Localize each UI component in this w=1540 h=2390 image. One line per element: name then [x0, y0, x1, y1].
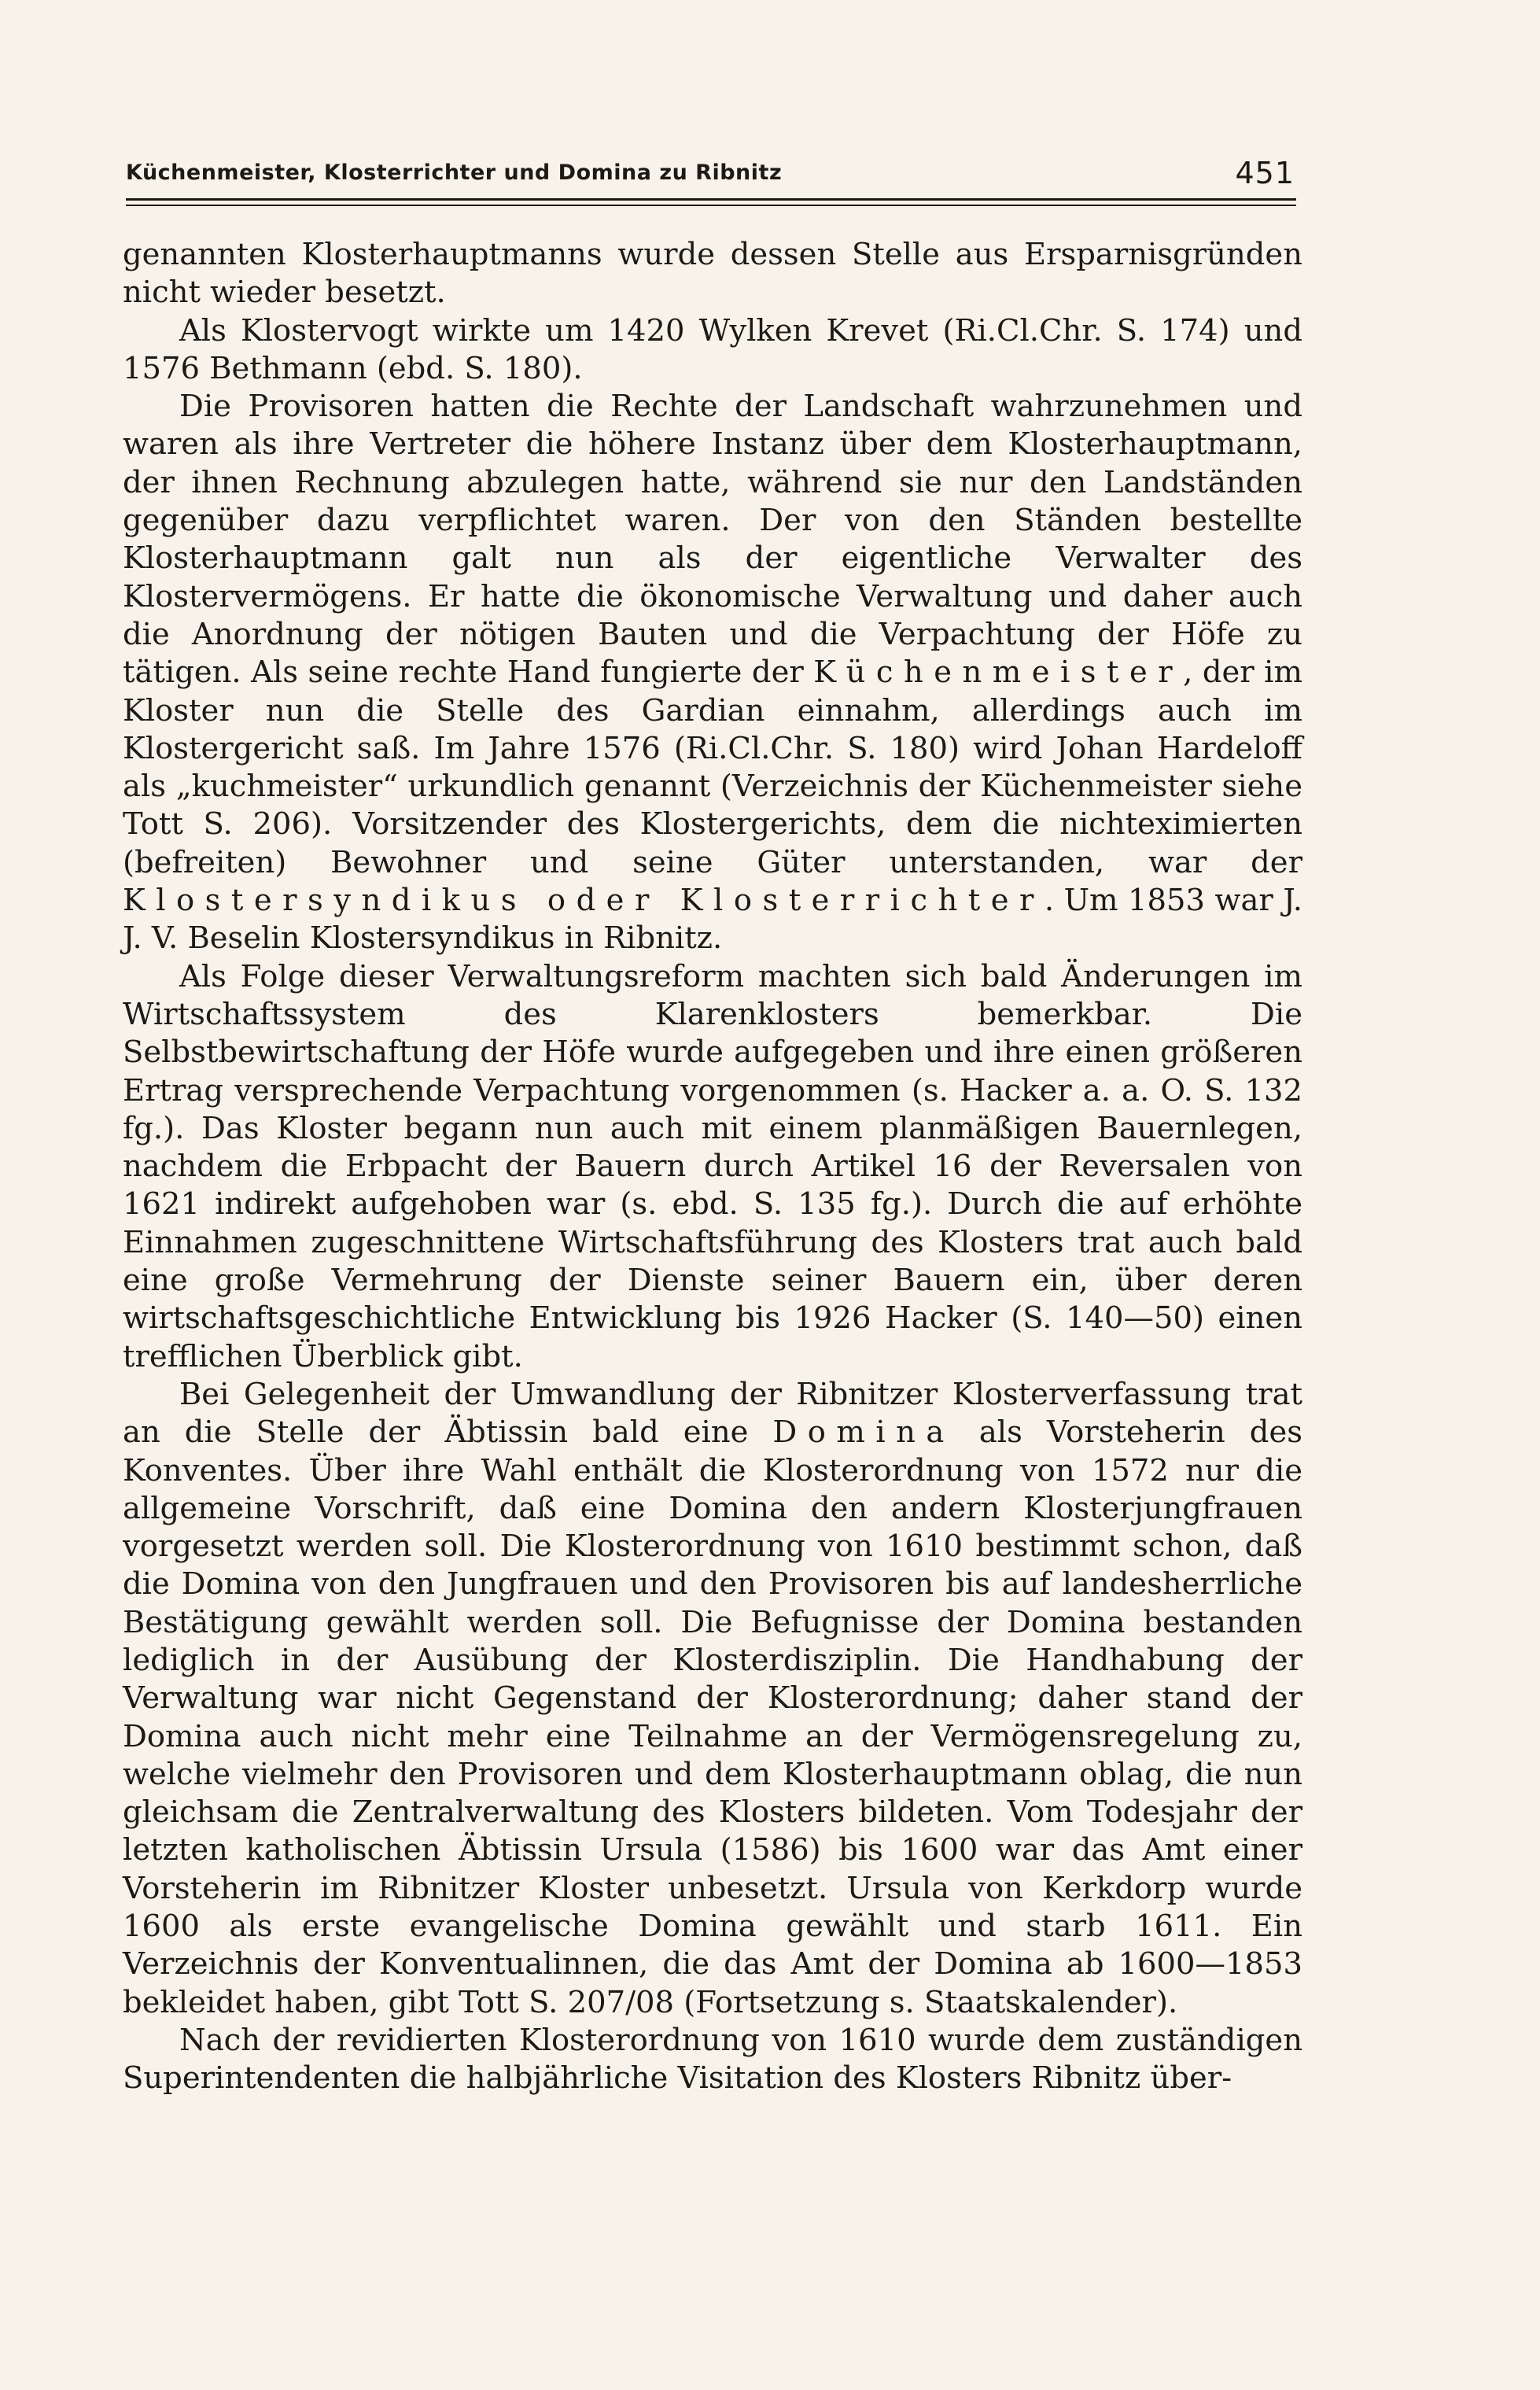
paragraph-text: Als Folge dieser Verwaltungsreform machten sich bald Änderungen im Wirtschaftssystem des Klarenklosters bemerkbar. Die Selbstbewirtschaftung der Höfe wurde aufgegeben und ihre einen größeren Ertrag versprechende Verpachtung vorgenommen (s. Hacker a. a. O. S. 132 fg.). Das Kloster begann nun auch mit einem planmäßigen Bauernlegen, nachdem die Erbpacht der Bauern durch Artikel 16 der Reversalen von 1621 indirekt aufgehoben war (s. ebd. S. 135 fg.). Durch die auf erhöhte Einnahmen zugeschnittene Wirtschaftsführung des Klosters trat auch bald eine große Vermehrung der Dienste seiner Bauern ein, über deren wirtschaftsgeschichtliche Entwicklung bis 1926 Hacker (S. 140—50) einen trefflichen Überblick gibt. — [123, 958, 1302, 1374]
paragraph-text: Bei Gelegenheit der Umwandlung der Ribnitzer Klosterverfassung trat an die Stelle der Äbtissin bald eine — [123, 1376, 1302, 1451]
paragraph-text: genannten Klosterhauptmanns wurde dessen Stelle aus Ersparnisgründen nicht wieder besetzt. — [123, 237, 1302, 311]
running-head: Küchenmeister, Klosterrichter und Domina zu Ribnitz — [126, 160, 783, 185]
header-rule — [126, 198, 1296, 201]
paragraph-6 — [123, 2022, 1302, 2098]
paragraph-text: als Vorsteherin des Konventes. Über ihre Wahl enthält die Klosterordnung von 1572 nur die allgemeine Vorschrift, daß eine Domina den andern Klosterjungfrauen vorgesetzt werden soll. Die Klosterordnung von 1610 bestimmt schon, daß die Domina von den Jungfrauen und den Provisoren bis auf landesherrliche Bestätigung gewählt werden soll. Die Befugnisse der Domina bestanden lediglich in der Ausübung der Klosterdisziplin. Die Handhabung der Verwaltung war nicht Gegenstand der Klosterordnung; daher stand der Domina auch nicht mehr eine Teilnahme an der Vermögensregelung zu, welche vielmehr den Provisoren und dem Klosterhauptmann oblag, die nun gleichsam die Zentralverwaltung des Klosters bildeten. Vom Todesjahr der letzten katholischen Äbtissin Ursula (1586) bis 1600 war das Amt einer Vorsteherin im Ribnitzer Kloster unbesetzt. Ursula von Kerkdorp wurde 1600 als erste evangelische Domina gewählt und starb 1611. Ein Verzeichnis der Konventualinnen, die das Amt der Domina ab 1600—1853 bekleidet haben, gibt Tott S. 207/08 (Fortsetzung s. Staatskalender). — [123, 1414, 1302, 2020]
paragraph-text: . Um 1853 war J. J. V. Beselin Klostersyndikus in Ribnitz. — [123, 883, 1302, 957]
emphasis-klostersyndikus: Klostersyndikus oder Klosterrichter — [123, 883, 1044, 919]
page-number: 451 — [1235, 156, 1295, 190]
paragraph-4 — [123, 958, 1302, 1376]
paragraph-1 — [123, 236, 1302, 312]
emphasis-domina: Domina — [772, 1414, 955, 1451]
paragraph-3 — [123, 388, 1302, 957]
paragraph-2 — [123, 312, 1302, 389]
paragraph-text: Die Provisoren hatten die Rechte der Landschaft wahrzunehmen und waren als ihre Vertreter die höhere Instanz über dem Klosterhauptmann, der ihnen Rechnung abzulegen hatte, während sie nur den Landständen gegenüber dazu verpflichtet waren. Der von den Ständen bestellte Klosterhauptmann galt nun als der eigentliche Verwalter des Klostervermögens. Er hatte die ökonomische Verwaltung und daher auch die Anordnung der nötigen Bauten und die Verpachtung der Höfe zu tätigen. Als seine rechte Hand fungierte der — [123, 389, 1302, 691]
header-rule-thin — [126, 205, 1296, 206]
paragraph-text: Als Klostervogt wirkte um 1420 Wylken Krevet (Ri.Cl.Chr. S. 174) und 1576 Bethmann (ebd. S. 180). — [123, 312, 1302, 386]
paragraph-text: , der im Kloster nun die Stelle des Gardian einnahm, allerdings auch im Klostergericht saß. Im Jahre 1576 (Ri.Cl.Chr. S. 180) wird Johan Hardeloff als „kuchmeister“ urkundlich genannt (Verzeichnis der Küchenmeister siehe Tott S. 206). Vorsitzender des Klostergerichts, dem die nichteximierten (befreiten) Bewohner und seine Güter unterstanden, war der — [123, 655, 1302, 880]
emphasis-kuechenmeister: Küchenmeister — [813, 655, 1184, 691]
body-text — [123, 236, 1302, 2098]
paragraph-5 — [123, 1376, 1302, 2022]
paragraph-text: Nach der revidierten Klosterordnung von 1610 wurde dem zuständigen Superintendenten die halbjährliche Visitation des Klosters Ribnitz über- — [123, 2022, 1302, 2097]
